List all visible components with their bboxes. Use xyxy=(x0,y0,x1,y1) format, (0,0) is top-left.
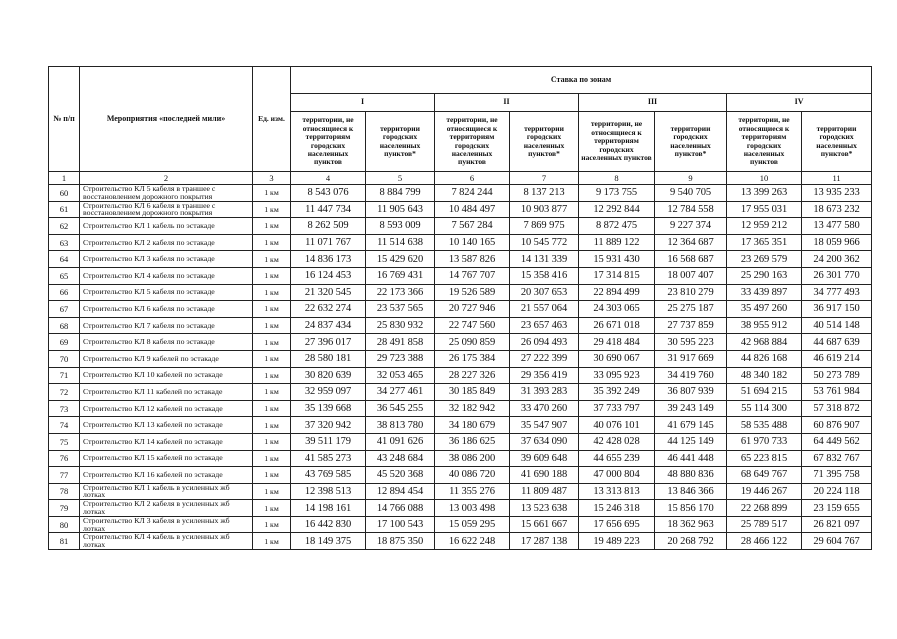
header-zone-2-non-urban: территории, не относящиеся к территориям городских населенных пунктов xyxy=(435,112,510,172)
header-number: № п/п xyxy=(49,67,80,172)
rate-cell: 22 268 899 xyxy=(727,500,802,517)
table-row xyxy=(49,467,872,484)
rate-cell: 16 124 453 xyxy=(291,267,366,284)
rate-cell: 13 477 580 xyxy=(802,218,872,235)
rate-cell: 14 836 173 xyxy=(291,251,366,268)
table-row xyxy=(49,367,872,384)
rate-cell: 7 567 284 xyxy=(435,218,510,235)
rate-cell: 35 392 249 xyxy=(579,384,655,401)
rate-cell: 67 832 767 xyxy=(802,450,872,467)
header-zone-1-non-urban: территории, не относящиеся к территориям городских населенных пунктов xyxy=(291,112,366,172)
rate-cell: 46 619 214 xyxy=(802,350,872,367)
column-index-cell: 11 xyxy=(802,172,872,185)
rate-cell: 12 959 212 xyxy=(727,218,802,235)
rate-cell: 13 313 813 xyxy=(579,483,655,500)
header-zone-3-urban: территории городских населенных пунктов* xyxy=(655,112,727,172)
rate-cell: 50 273 789 xyxy=(802,367,872,384)
rate-cell: 8 872 475 xyxy=(579,218,655,235)
row-number: 74 xyxy=(49,417,80,434)
row-measure-name: Строительство КЛ 4 кабель в усиленных жб лотках xyxy=(80,533,253,550)
table-row xyxy=(49,350,872,367)
rate-cell: 38 955 912 xyxy=(727,317,802,334)
rate-cell: 22 747 560 xyxy=(435,317,510,334)
row-unit: 1 км xyxy=(253,201,291,218)
rate-cell: 21 320 545 xyxy=(291,284,366,301)
row-number: 64 xyxy=(49,251,80,268)
row-measure-name: Строительство КЛ 6 кабеля по эстакаде xyxy=(80,301,253,318)
header-zone-2-urban: территории городских населенных пунктов* xyxy=(510,112,579,172)
rate-cell: 33 470 260 xyxy=(510,400,579,417)
row-number: 62 xyxy=(49,218,80,235)
rate-cell: 57 318 872 xyxy=(802,400,872,417)
rate-cell: 13 935 233 xyxy=(802,185,872,202)
rate-cell: 26 301 770 xyxy=(802,267,872,284)
column-index-cell: 9 xyxy=(655,172,727,185)
rate-cell: 44 125 149 xyxy=(655,433,727,450)
rate-cell: 25 830 932 xyxy=(366,317,435,334)
rate-cell: 31 917 669 xyxy=(655,350,727,367)
row-unit: 1 км xyxy=(253,516,291,533)
column-index-cell: 10 xyxy=(727,172,802,185)
rate-cell: 36 545 255 xyxy=(366,400,435,417)
rate-cell: 35 139 668 xyxy=(291,400,366,417)
rate-cell: 51 694 215 xyxy=(727,384,802,401)
rate-cell: 18 875 350 xyxy=(366,533,435,550)
rate-cell: 11 889 122 xyxy=(579,234,655,251)
rate-cell: 8 884 799 xyxy=(366,185,435,202)
row-measure-name: Строительство КЛ 12 кабелей по эстакаде xyxy=(80,400,253,417)
rate-cell: 8 262 509 xyxy=(291,218,366,235)
rate-cell: 40 514 148 xyxy=(802,317,872,334)
rate-cell: 14 131 339 xyxy=(510,251,579,268)
table-row xyxy=(49,417,872,434)
table-row xyxy=(49,533,872,550)
header-measure: Мероприятия «последней мили» xyxy=(80,67,253,172)
rate-cell: 15 246 318 xyxy=(579,500,655,517)
column-index-cell: 7 xyxy=(510,172,579,185)
row-unit: 1 км xyxy=(253,450,291,467)
row-number: 70 xyxy=(49,350,80,367)
row-measure-name: Строительство КЛ 13 кабелей по эстакаде xyxy=(80,417,253,434)
rate-cell: 11 071 767 xyxy=(291,234,366,251)
row-number: 79 xyxy=(49,500,80,517)
row-measure-name: Строительство КЛ 5 кабеля по эстакаде xyxy=(80,284,253,301)
row-unit: 1 км xyxy=(253,185,291,202)
row-unit: 1 км xyxy=(253,417,291,434)
rate-cell: 25 090 859 xyxy=(435,334,510,351)
row-number: 63 xyxy=(49,234,80,251)
rate-cell: 11 905 643 xyxy=(366,201,435,218)
rate-cell: 35 547 907 xyxy=(510,417,579,434)
row-measure-name: Строительство КЛ 10 кабелей по эстакаде xyxy=(80,367,253,384)
rate-cell: 13 003 498 xyxy=(435,500,510,517)
rate-cell: 15 358 416 xyxy=(510,267,579,284)
rate-cell: 44 655 239 xyxy=(579,450,655,467)
table-row xyxy=(49,334,872,351)
rate-cell: 19 489 223 xyxy=(579,533,655,550)
rate-cell: 38 086 200 xyxy=(435,450,510,467)
row-number: 78 xyxy=(49,483,80,500)
rate-cell: 11 447 734 xyxy=(291,201,366,218)
rate-cell: 9 173 755 xyxy=(579,185,655,202)
row-number: 72 xyxy=(49,384,80,401)
rate-cell: 25 789 517 xyxy=(727,516,802,533)
row-measure-name: Строительство КЛ 3 кабеля по эстакаде xyxy=(80,251,253,268)
rate-cell: 43 248 684 xyxy=(366,450,435,467)
rate-cell: 40 086 720 xyxy=(435,467,510,484)
table-row xyxy=(49,400,872,417)
table-row xyxy=(49,317,872,334)
rate-cell: 7 869 975 xyxy=(510,218,579,235)
row-number: 77 xyxy=(49,467,80,484)
table-body xyxy=(49,172,872,550)
rate-cell: 19 446 267 xyxy=(727,483,802,500)
rate-cell: 23 537 565 xyxy=(366,301,435,318)
table-row xyxy=(49,301,872,318)
table-row xyxy=(49,450,872,467)
row-unit: 1 км xyxy=(253,483,291,500)
rate-cell: 43 769 585 xyxy=(291,467,366,484)
rate-cell: 27 222 399 xyxy=(510,350,579,367)
rate-cell: 12 784 558 xyxy=(655,201,727,218)
row-number: 75 xyxy=(49,433,80,450)
table-row xyxy=(49,218,872,235)
row-unit: 1 км xyxy=(253,301,291,318)
rate-cell: 32 959 097 xyxy=(291,384,366,401)
rate-cell: 23 657 463 xyxy=(510,317,579,334)
rate-cell: 71 395 758 xyxy=(802,467,872,484)
row-measure-name: Строительство КЛ 9 кабелей по эстакаде xyxy=(80,350,253,367)
rate-cell: 15 856 170 xyxy=(655,500,727,517)
rate-cell: 22 173 366 xyxy=(366,284,435,301)
rate-cell: 21 557 064 xyxy=(510,301,579,318)
rate-cell: 44 687 639 xyxy=(802,334,872,351)
rate-cell: 34 180 679 xyxy=(435,417,510,434)
rate-cell: 38 813 780 xyxy=(366,417,435,434)
rate-cell: 11 355 276 xyxy=(435,483,510,500)
rate-cell: 37 634 090 xyxy=(510,433,579,450)
rate-cell: 47 000 804 xyxy=(579,467,655,484)
rate-cell: 10 140 165 xyxy=(435,234,510,251)
header-zone-3: III xyxy=(579,94,727,112)
rate-cell: 25 275 187 xyxy=(655,301,727,318)
rate-cell: 34 777 493 xyxy=(802,284,872,301)
rate-cell: 29 418 484 xyxy=(579,334,655,351)
rate-cell: 20 727 946 xyxy=(435,301,510,318)
rate-cell: 41 679 145 xyxy=(655,417,727,434)
rate-cell: 29 356 419 xyxy=(510,367,579,384)
column-index-cell: 1 xyxy=(49,172,80,185)
column-index-cell: 6 xyxy=(435,172,510,185)
row-number: 81 xyxy=(49,533,80,550)
rate-cell: 12 398 513 xyxy=(291,483,366,500)
rate-cell: 13 587 826 xyxy=(435,251,510,268)
rate-cell: 39 609 648 xyxy=(510,450,579,467)
row-unit: 1 км xyxy=(253,267,291,284)
row-unit: 1 км xyxy=(253,317,291,334)
table-row xyxy=(49,234,872,251)
rate-cell: 68 649 767 xyxy=(727,467,802,484)
row-number: 73 xyxy=(49,400,80,417)
rate-cell: 18 362 963 xyxy=(655,516,727,533)
row-unit: 1 км xyxy=(253,234,291,251)
table-row xyxy=(49,267,872,284)
row-unit: 1 км xyxy=(253,350,291,367)
rate-cell: 28 227 326 xyxy=(435,367,510,384)
rate-cell: 18 059 966 xyxy=(802,234,872,251)
rate-cell: 32 053 465 xyxy=(366,367,435,384)
rate-cell: 15 429 620 xyxy=(366,251,435,268)
rate-cell: 26 094 493 xyxy=(510,334,579,351)
table-row xyxy=(49,284,872,301)
row-unit: 1 км xyxy=(253,218,291,235)
row-unit: 1 км xyxy=(253,334,291,351)
row-unit: 1 км xyxy=(253,500,291,517)
rate-cell: 34 277 461 xyxy=(366,384,435,401)
rate-cell: 9 540 705 xyxy=(655,185,727,202)
rate-cell: 9 227 374 xyxy=(655,218,727,235)
rate-cell: 17 287 138 xyxy=(510,533,579,550)
rate-cell: 12 292 844 xyxy=(579,201,655,218)
rate-cell: 15 661 667 xyxy=(510,516,579,533)
rate-cell: 13 399 263 xyxy=(727,185,802,202)
table-row xyxy=(49,516,872,533)
rate-cell: 27 396 017 xyxy=(291,334,366,351)
rate-cell: 36 186 625 xyxy=(435,433,510,450)
header-zone-1: I xyxy=(291,94,435,112)
rate-cell: 30 185 849 xyxy=(435,384,510,401)
rate-cell: 46 441 448 xyxy=(655,450,727,467)
rate-cell: 33 095 923 xyxy=(579,367,655,384)
rate-cell: 12 894 454 xyxy=(366,483,435,500)
row-measure-name: Строительство КЛ 3 кабеля в усиленных жб лотках xyxy=(80,516,253,533)
rates-table xyxy=(48,66,872,550)
row-measure-name: Строительство КЛ 1 кабель по эстакаде xyxy=(80,218,253,235)
row-unit: 1 км xyxy=(253,384,291,401)
rate-cell: 35 497 260 xyxy=(727,301,802,318)
rate-cell: 30 820 639 xyxy=(291,367,366,384)
document-page xyxy=(48,66,871,550)
table-row xyxy=(49,433,872,450)
rate-cell: 25 290 163 xyxy=(727,267,802,284)
rate-cell: 39 243 149 xyxy=(655,400,727,417)
rate-cell: 31 393 283 xyxy=(510,384,579,401)
column-index-cell: 5 xyxy=(366,172,435,185)
row-number: 67 xyxy=(49,301,80,318)
rate-cell: 20 307 653 xyxy=(510,284,579,301)
header-zone-2: II xyxy=(435,94,579,112)
row-unit: 1 км xyxy=(253,433,291,450)
table-row xyxy=(49,201,872,218)
header-zone-4: IV xyxy=(727,94,872,112)
rate-cell: 17 955 031 xyxy=(727,201,802,218)
rate-cell: 15 931 430 xyxy=(579,251,655,268)
row-measure-name: Строительство КЛ 2 кабеля в усиленных жб лотках xyxy=(80,500,253,517)
rate-cell: 13 523 638 xyxy=(510,500,579,517)
rate-cell: 23 159 655 xyxy=(802,500,872,517)
header-zone-3-non-urban: территории, не относящиеся к территориям городских населенных пунктов xyxy=(579,112,655,172)
rate-cell: 10 545 772 xyxy=(510,234,579,251)
rate-cell: 16 769 431 xyxy=(366,267,435,284)
rate-cell: 40 076 101 xyxy=(579,417,655,434)
rate-cell: 30 595 223 xyxy=(655,334,727,351)
rate-cell: 45 520 368 xyxy=(366,467,435,484)
rate-cell: 27 737 859 xyxy=(655,317,727,334)
rate-cell: 11 809 487 xyxy=(510,483,579,500)
rate-cell: 34 419 760 xyxy=(655,367,727,384)
rate-cell: 24 303 065 xyxy=(579,301,655,318)
rate-cell: 42 968 884 xyxy=(727,334,802,351)
table-row xyxy=(49,500,872,517)
rate-cell: 19 526 589 xyxy=(435,284,510,301)
row-unit: 1 км xyxy=(253,367,291,384)
rate-cell: 26 821 097 xyxy=(802,516,872,533)
row-measure-name: Строительство КЛ 5 кабеля в траншее с восстановлением дорожного покрытия xyxy=(80,185,253,202)
header-zone-1-urban: территории городских населенных пунктов* xyxy=(366,112,435,172)
rate-cell: 55 114 300 xyxy=(727,400,802,417)
rate-cell: 16 568 687 xyxy=(655,251,727,268)
row-number: 71 xyxy=(49,367,80,384)
rate-cell: 20 268 792 xyxy=(655,533,727,550)
row-measure-name: Строительство КЛ 7 кабеля по эстакаде xyxy=(80,317,253,334)
rate-cell: 28 580 181 xyxy=(291,350,366,367)
rate-cell: 28 491 858 xyxy=(366,334,435,351)
rate-cell: 37 733 797 xyxy=(579,400,655,417)
rate-cell: 53 761 984 xyxy=(802,384,872,401)
row-measure-name: Строительство КЛ 2 кабеля по эстакаде xyxy=(80,234,253,251)
row-measure-name: Строительство КЛ 1 кабель в усиленных жб лотках xyxy=(80,483,253,500)
rate-cell: 11 514 638 xyxy=(366,234,435,251)
rate-cell: 22 632 274 xyxy=(291,301,366,318)
rate-cell: 7 824 244 xyxy=(435,185,510,202)
row-number: 69 xyxy=(49,334,80,351)
rate-cell: 33 439 897 xyxy=(727,284,802,301)
row-number: 65 xyxy=(49,267,80,284)
rate-cell: 36 917 150 xyxy=(802,301,872,318)
rate-cell: 10 903 877 xyxy=(510,201,579,218)
rate-cell: 8 137 213 xyxy=(510,185,579,202)
rate-cell: 41 091 626 xyxy=(366,433,435,450)
rate-cell: 60 876 907 xyxy=(802,417,872,434)
row-number: 61 xyxy=(49,201,80,218)
rate-cell: 26 175 384 xyxy=(435,350,510,367)
row-unit: 1 км xyxy=(253,467,291,484)
row-number: 66 xyxy=(49,284,80,301)
rate-cell: 12 364 687 xyxy=(655,234,727,251)
rate-cell: 26 671 018 xyxy=(579,317,655,334)
header-zone-4-non-urban: территории, не относящиеся к территориям городских населенных пунктов xyxy=(727,112,802,172)
column-index-cell: 8 xyxy=(579,172,655,185)
header-zone-4-urban: территории городских населенных пунктов* xyxy=(802,112,872,172)
row-number: 80 xyxy=(49,516,80,533)
rate-cell: 17 100 543 xyxy=(366,516,435,533)
rate-cell: 17 314 815 xyxy=(579,267,655,284)
rate-cell: 16 442 830 xyxy=(291,516,366,533)
rate-cell: 8 593 009 xyxy=(366,218,435,235)
rate-cell: 44 826 168 xyxy=(727,350,802,367)
row-number: 60 xyxy=(49,185,80,202)
rate-cell: 18 149 375 xyxy=(291,533,366,550)
column-index-row xyxy=(49,172,872,185)
rate-cell: 64 449 562 xyxy=(802,433,872,450)
rate-cell: 18 673 232 xyxy=(802,201,872,218)
row-measure-name: Строительство КЛ 4 кабеля по эстакаде xyxy=(80,267,253,284)
row-unit: 1 км xyxy=(253,533,291,550)
rate-cell: 15 059 295 xyxy=(435,516,510,533)
row-unit: 1 км xyxy=(253,400,291,417)
rate-cell: 58 535 488 xyxy=(727,417,802,434)
row-measure-name: Строительство КЛ 16 кабелей по эстакаде xyxy=(80,467,253,484)
row-measure-name: Строительство КЛ 6 кабеля в траншее с восстановлением дорожного покрытия xyxy=(80,201,253,218)
rate-cell: 23 810 279 xyxy=(655,284,727,301)
column-index-cell: 2 xyxy=(80,172,253,185)
rate-cell: 48 880 836 xyxy=(655,467,727,484)
header-unit: Ед. изм. xyxy=(253,67,291,172)
table-row xyxy=(49,384,872,401)
rate-cell: 20 224 118 xyxy=(802,483,872,500)
rate-cell: 36 807 939 xyxy=(655,384,727,401)
rate-cell: 29 723 388 xyxy=(366,350,435,367)
rate-cell: 24 837 434 xyxy=(291,317,366,334)
rate-cell: 41 585 273 xyxy=(291,450,366,467)
table-row xyxy=(49,251,872,268)
rate-cell: 29 604 767 xyxy=(802,533,872,550)
row-unit: 1 км xyxy=(253,251,291,268)
rate-cell: 42 428 028 xyxy=(579,433,655,450)
row-number: 76 xyxy=(49,450,80,467)
rate-cell: 32 182 942 xyxy=(435,400,510,417)
rate-cell: 18 007 407 xyxy=(655,267,727,284)
rate-cell: 65 223 815 xyxy=(727,450,802,467)
rate-cell: 8 543 076 xyxy=(291,185,366,202)
rate-cell: 39 511 179 xyxy=(291,433,366,450)
rate-cell: 13 846 366 xyxy=(655,483,727,500)
header-rate-by-zones: Ставка по зонам xyxy=(291,67,872,94)
rate-cell: 61 970 733 xyxy=(727,433,802,450)
row-measure-name: Строительство КЛ 11 кабелей по эстакаде xyxy=(80,384,253,401)
rate-cell: 23 269 579 xyxy=(727,251,802,268)
rate-cell: 41 690 188 xyxy=(510,467,579,484)
row-measure-name: Строительство КЛ 14 кабелей по эстакаде xyxy=(80,433,253,450)
row-number: 68 xyxy=(49,317,80,334)
column-index-cell: 4 xyxy=(291,172,366,185)
column-index-cell: 3 xyxy=(253,172,291,185)
row-measure-name: Строительство КЛ 15 кабелей по эстакаде xyxy=(80,450,253,467)
rate-cell: 37 320 942 xyxy=(291,417,366,434)
rate-cell: 17 656 695 xyxy=(579,516,655,533)
rate-cell: 14 766 088 xyxy=(366,500,435,517)
row-measure-name: Строительство КЛ 8 кабеля по эстакаде xyxy=(80,334,253,351)
rate-cell: 22 894 499 xyxy=(579,284,655,301)
rate-cell: 14 198 161 xyxy=(291,500,366,517)
rate-cell: 24 200 362 xyxy=(802,251,872,268)
rate-cell: 30 690 067 xyxy=(579,350,655,367)
rate-cell: 10 484 497 xyxy=(435,201,510,218)
rate-cell: 14 767 707 xyxy=(435,267,510,284)
rate-cell: 17 365 351 xyxy=(727,234,802,251)
rate-cell: 16 622 248 xyxy=(435,533,510,550)
rate-cell: 48 340 182 xyxy=(727,367,802,384)
table-row xyxy=(49,185,872,202)
rate-cell: 28 466 122 xyxy=(727,533,802,550)
row-unit: 1 км xyxy=(253,284,291,301)
table-row xyxy=(49,483,872,500)
